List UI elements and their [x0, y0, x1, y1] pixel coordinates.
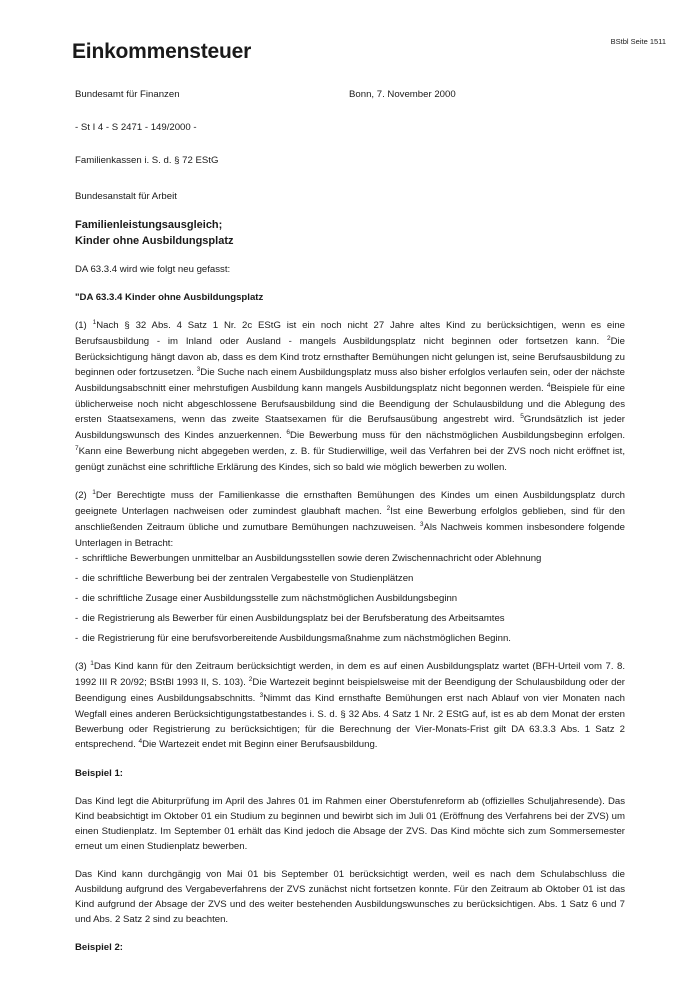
- sentence-text: Die Berücksichtigung hängt davon ab, dass es dem Kind trotz ernsthafter Bemühungen nicht gelungen ist, seine Berufsausbildung zu beginnen oder fortzusetzen.: [75, 336, 625, 378]
- page-title: Einkommensteuer: [72, 40, 252, 63]
- subject-line-1: Familienleistungsausgleich;: [75, 219, 223, 231]
- document-body: [75, 87, 625, 955]
- bullet-dash: -: [75, 593, 79, 604]
- example-2-heading: Beispiel 2:: [75, 942, 123, 953]
- sentence-number: 7: [75, 445, 79, 452]
- sentence-number: 3: [259, 692, 264, 699]
- sentence-text: Die Suche nach einem Ausbildungsplatz muss also bisher erfolglos verlaufen sein, oder der nächste Ausbildungsabschnitt einer mehrstufigen Ausbildung kann mangels Ausbildungsplatz nicht begonnen werden.: [75, 367, 625, 394]
- sentence-text: Als Nachweis kommen insbesondere folgende Unterlagen in Betracht:: [75, 522, 625, 549]
- sentence-text: Ist eine Bewerbung erfolglos geblieben, sind für den anschließenden Zeitraum übliche und zumutbare Bemühungen nachzuweisen.: [75, 506, 625, 533]
- recipient-bundesanstalt: Bundesanstalt für Arbeit: [75, 191, 177, 202]
- page-reference: BStbl Seite 1511: [610, 37, 666, 46]
- sentence-number: 1: [92, 319, 97, 326]
- sentence-text: Der Berechtigte muss der Familienkasse die ernsthaften Bemühungen des Kindes um einen Ausbildungsplatz durch geeignete Unterlagen nachweisen oder zumindest glaubhaft machen.: [75, 490, 625, 517]
- bullet-dash: -: [75, 553, 79, 564]
- evidence-list: [75, 551, 625, 646]
- sentence-text: Beispiele für eine üblicherweise noch nicht abgeschlossene Berufsausbildung sind die Beendigung der Schulausbildung und die Ablegung des ersten Staatsexamens, wenn das zweite Staatsexamen für die Berufsausübung angestrebt wird.: [75, 383, 625, 425]
- sentence-number: 2: [248, 676, 253, 683]
- sentence-text: (1): [75, 320, 93, 331]
- intro-text: DA 63.3.4 wird wie folgt neu gefasst:: [75, 264, 231, 275]
- sentence-text: Nimmt das Kind ernsthafte Bemühungen erst nach Ablauf von vier Monaten nach Wegfall eines anderen Berücksichtigungstatbestandes i. S. d. § 32 Abs. 4 Satz 1 Nr. 2 EStG auf, ist es ab dem Monat der ersten Bewerbung oder Registrierung zu berücksichtigen; für die Berechnung der Vier-Monats-Frist gilt DA 63.3.3 Abs. 1 Satz 2 entsprechend.: [75, 693, 625, 750]
- sentence-number: 3: [419, 521, 424, 528]
- sender-date-row: [75, 87, 625, 102]
- sentence-number: 6: [286, 429, 291, 436]
- recipient-familienkassen: Familienkassen i. S. d. § 72 EStG: [75, 155, 219, 166]
- list-item-text: die Registrierung als Bewerber für einen Ausbildungsplatz bei der Berufsberatung des Arbeitsamtes: [82, 613, 505, 624]
- bullet-dash: -: [75, 633, 79, 644]
- sentence-number: 1: [92, 489, 96, 496]
- subject-line-2: Kinder ohne Ausbildungsplatz: [75, 235, 234, 247]
- list-item: [75, 571, 625, 586]
- section-heading: "DA 63.3.4 Kinder ohne Ausbildungsplatz: [75, 292, 264, 303]
- sentence-number: 1: [90, 660, 94, 667]
- sender: Bundesamt für Finanzen: [75, 89, 180, 100]
- paragraph-1: [75, 318, 625, 475]
- list-item-text: die Registrierung für eine berufsvorbereitende Ausbildungsmaßnahme zum nächstmöglichen Beginn.: [82, 633, 511, 644]
- example-1-heading: Beispiel 1:: [75, 768, 123, 779]
- list-item-text: schriftliche Bewerbungen unmittelbar an Ausbildungsstellen sowie deren Zwischennachricht oder Ablehnung: [82, 553, 542, 564]
- sentence-number: 5: [520, 413, 524, 420]
- sentence-number: 4: [138, 738, 143, 745]
- sentence-text: Die Wartezeit endet mit Beginn einer Berufsausbildung.: [142, 739, 378, 750]
- sentence-text: Das Kind kann für den Zeitraum berücksichtigt werden, in dem es auf einen Ausbildungsplatz wartet (BFH-Urteil vom 7. 8. 1992 III R 20/92; BStBl 1993 II, S. 103).: [75, 661, 625, 688]
- subject: [75, 217, 625, 249]
- list-item: [75, 611, 625, 626]
- sentence-text: Die Bewerbung muss für den nächstmöglichen Ausbildungsbeginn erfolgen.: [290, 430, 625, 441]
- list-item: [75, 551, 625, 566]
- sentence-text: (3): [75, 661, 91, 672]
- date: Bonn, 7. November 2000: [349, 89, 456, 100]
- bullet-dash: -: [75, 613, 79, 624]
- list-item-text: die schriftliche Bewerbung bei der zentralen Vergabestelle von Studienplätzen: [82, 573, 414, 584]
- sentence-number: 4: [546, 382, 551, 389]
- sentence-text: Nach § 32 Abs. 4 Satz 1 Nr. 2c EStG ist ein noch nicht 27 Jahre altes Kind zu berücksichtigen, wenn es eine Berufsausbildung - im Inland oder Ausland - mangels Ausbildungsplatz nicht beginnen oder fortsetzen kann.: [75, 320, 625, 347]
- sentence-text: Kann eine Bewerbung nicht abgegeben werden, z. B. für Studierwillige, weil das Verfahren bei der ZVS noch nicht eröffnet ist, genügt zunächst eine schriftliche Erklärung des Kindes, sich so bald wie möglich bewerben zu wollen.: [75, 446, 625, 473]
- paragraph-3: [75, 659, 625, 753]
- example-1-text-2: Das Kind kann durchgängig von Mai 01 bis September 01 berücksichtigt werden, weil es nach dem Schulabschluss die Ausbildung aufgrund des Vergabeverfahrens der ZVS zunächst nicht fortsetzen konnte. Für den Zeitraum ab Oktober 01 ist das Kind aufgrund der Absage der ZVS und des weiter bestehenden Ausbildungswunsches zu berücksichtigen. Abs. 1 Satz 6 und 7 und Abs. 2 Satz 2 sind zu beachten.: [75, 869, 625, 925]
- bullet-dash: -: [75, 573, 79, 584]
- example-1-text-1: Das Kind legt die Abiturprüfung im April des Jahres 01 im Rahmen einer Oberstufenreform ab (offizielles Schuljahresende). Das Kind beabsichtigt im Oktober 01 ein Studium zu beginnen und bewirbt sich im Juli 01 (Eröffnung des Verfahrens bei der ZVS) um einen Studienplatz. Im September 01 erhält das Kind jedoch die Absage der ZVS. Das Kind möchte sich zum Sommersemester erneut um einen Studienplatz bewerben.: [75, 796, 625, 852]
- sentence-number: 3: [196, 366, 201, 373]
- sentence-text: Die Wartezeit beginnt beispielsweise mit der Beendigung der Schulausbildung oder der Beendigung eines Ausbildungsabschnitts.: [75, 677, 625, 704]
- sentence-text: (2): [75, 490, 93, 501]
- reference-number: - St I 4 - S 2471 - 149/2000 -: [75, 122, 197, 133]
- sentence-number: 2: [606, 335, 611, 342]
- paragraph-2: [75, 488, 625, 551]
- list-item-text: die schriftliche Zusage einer Ausbildungsstelle zum nächstmöglichen Ausbildungsbeginn: [82, 593, 458, 604]
- sentence-text: Grundsätzlich ist jeder Ausbildungswunsch des Kindes anzuerkennen.: [75, 414, 625, 441]
- list-item: [75, 591, 625, 606]
- sentence-number: 2: [386, 505, 391, 512]
- list-item: [75, 631, 625, 646]
